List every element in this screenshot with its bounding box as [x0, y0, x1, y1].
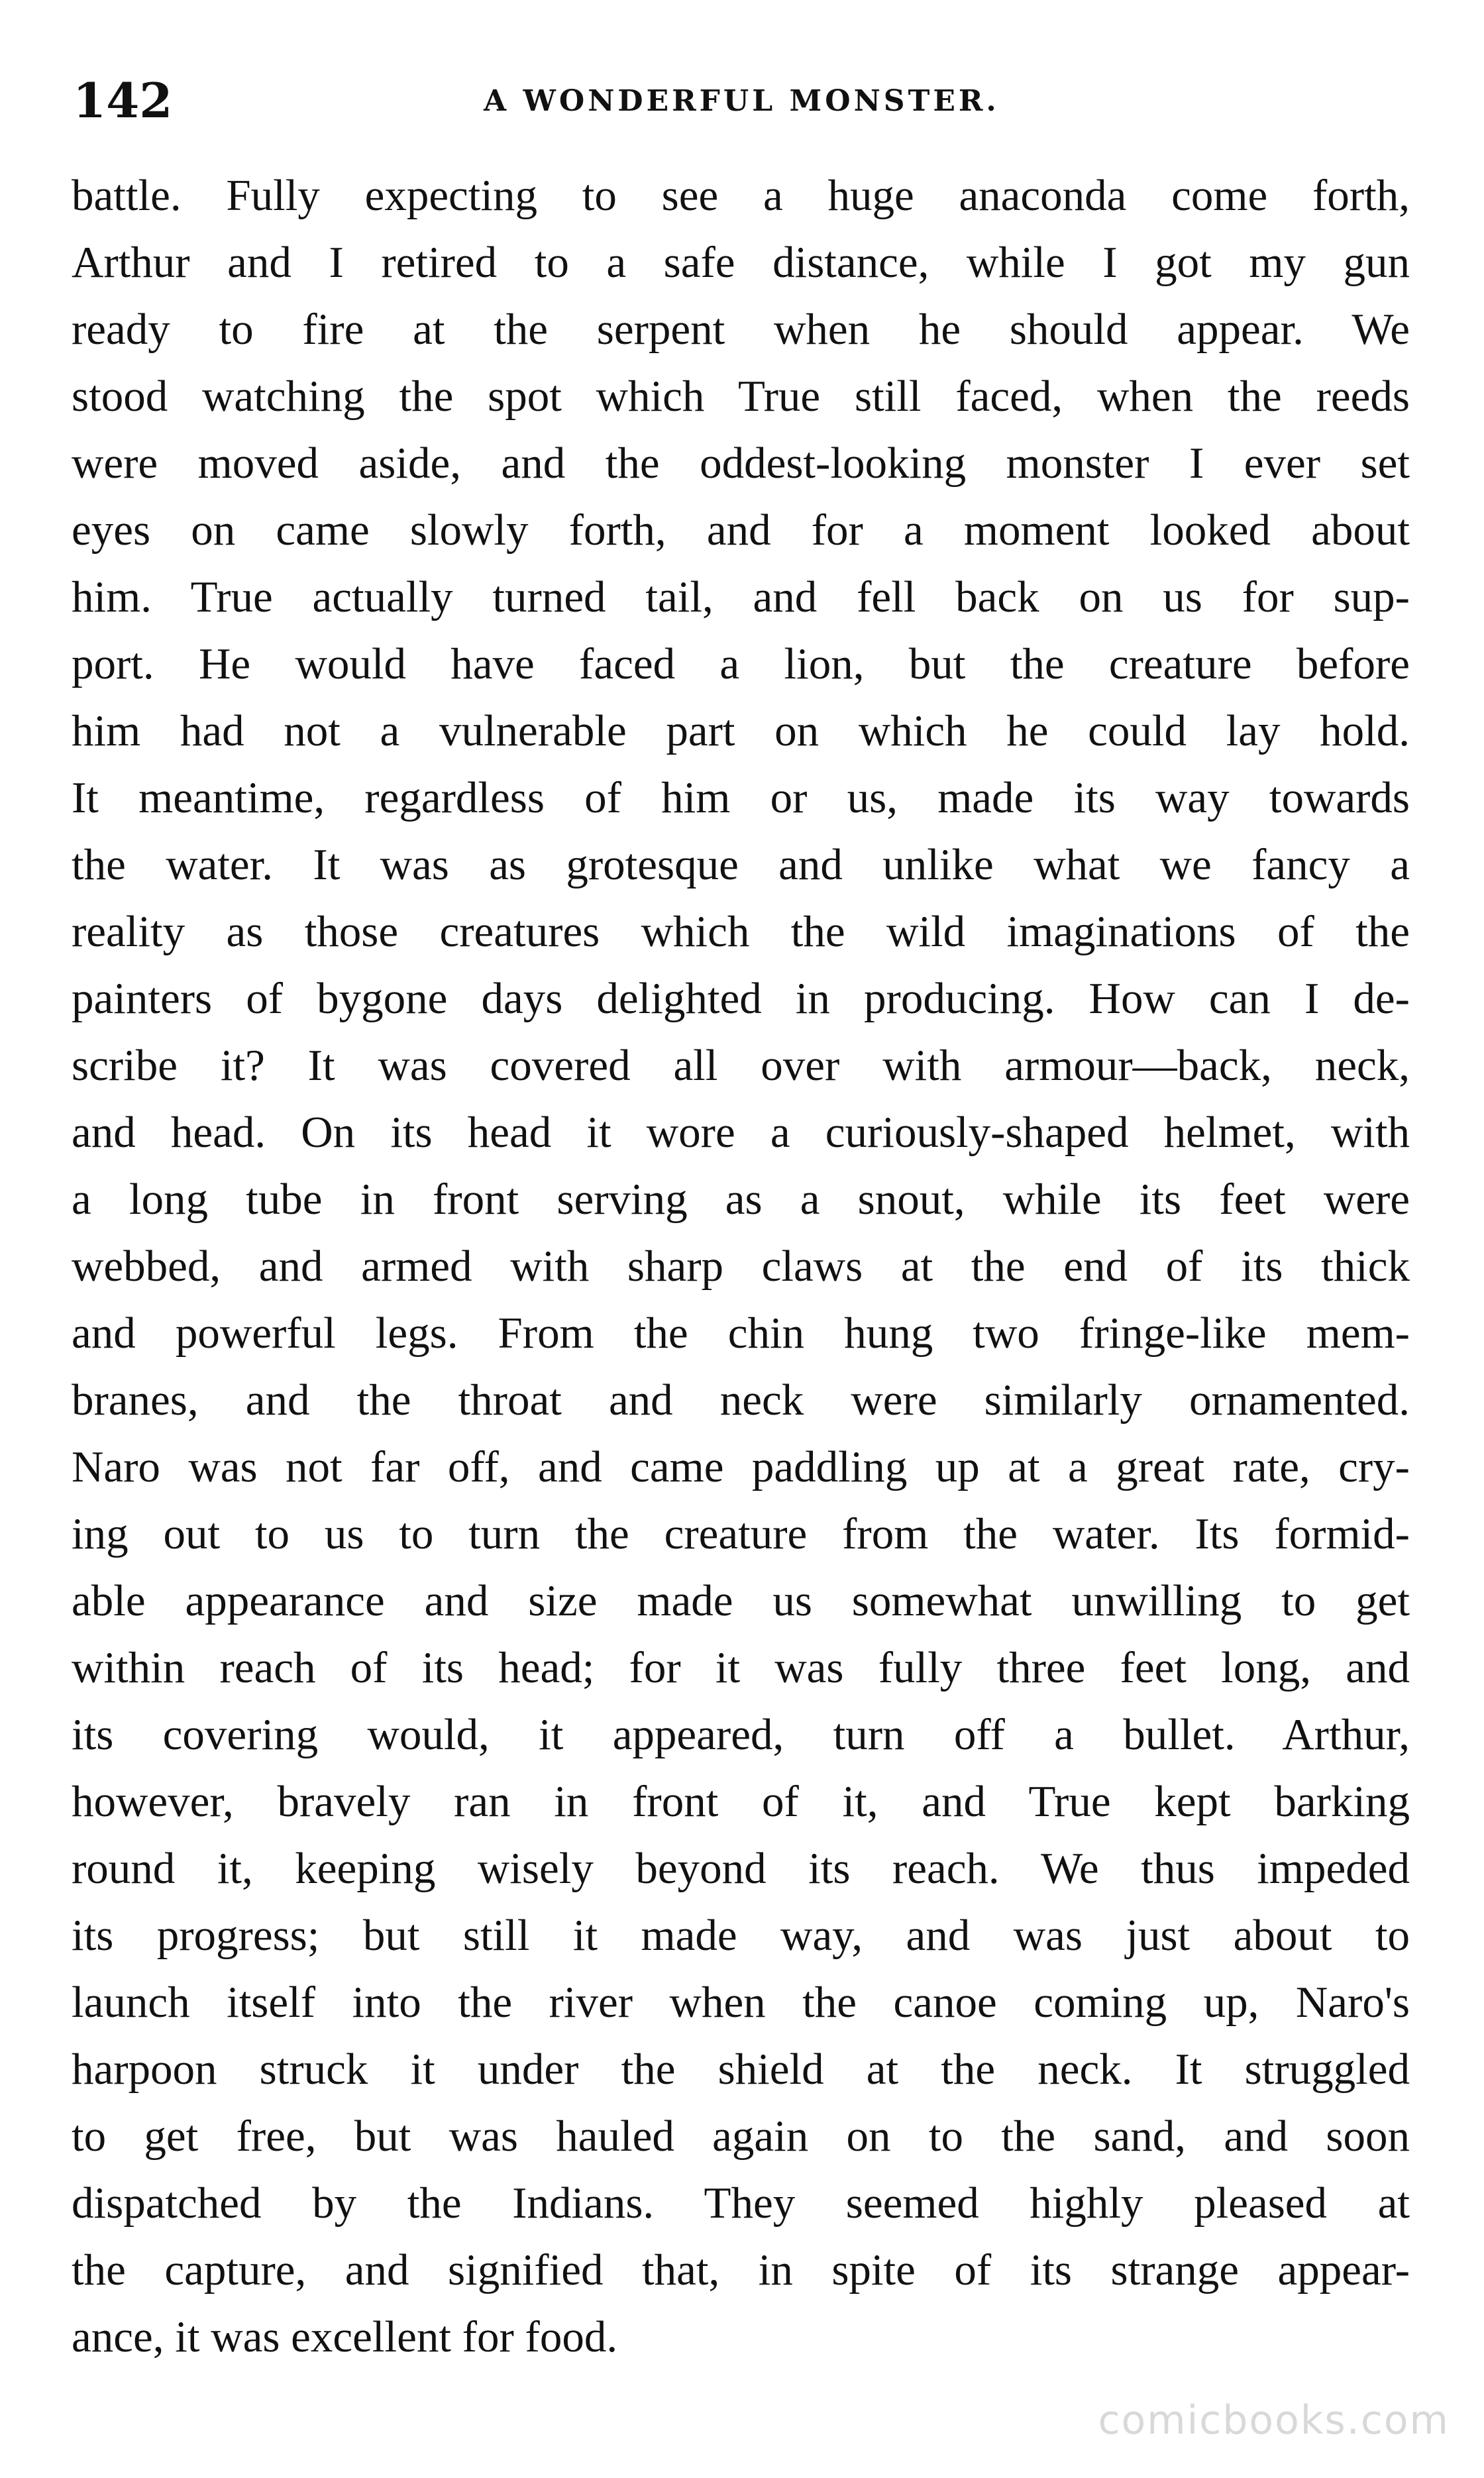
text-line: port. He would have faced a lion, but the creature before	[72, 639, 1410, 688]
text-line-last: ance, it was excellent for food.	[72, 2312, 618, 2361]
text-line: scribe it? It was covered all over with armour—back, neck,	[72, 1041, 1410, 1090]
text-line: Naro was not far off, and came paddling up at a great rate, cry-	[72, 1442, 1410, 1491]
text-line: within reach of its head; for it was fully three feet long, and	[72, 1643, 1410, 1692]
text-line: round it, keeping wisely beyond its reach. We thus impeded	[72, 1844, 1410, 1893]
text-line: ing out to us to turn the creature from the water. Its formid-	[72, 1509, 1410, 1558]
text-line: branes, and the throat and neck were similarly ornamented.	[72, 1375, 1410, 1425]
text-line: Arthur and I retired to a safe distance, while I got my gun	[72, 238, 1410, 287]
text-line: able appearance and size made us somewhat unwilling to get	[72, 1576, 1410, 1625]
text-line: its covering would, it appeared, turn off a bullet. Arthur,	[72, 1710, 1410, 1759]
text-line: the water. It was as grotesque and unlike what we fancy a	[72, 840, 1410, 889]
text-line: dispatched by the Indians. They seemed highly pleased at	[72, 2179, 1410, 2228]
text-line: and head. On its head it wore a curiously-shaped helmet, with	[72, 1108, 1410, 1157]
page-number: 142	[73, 72, 173, 129]
text-line: a long tube in front serving as a snout, while its feet were	[72, 1175, 1410, 1224]
running-head	[73, 74, 1398, 127]
text-line: ready to fire at the serpent when he should appear. We	[72, 305, 1410, 354]
watermark: comicbooks.com	[1098, 2397, 1450, 2444]
text-line: and powerful legs. From the chin hung two fringe-like mem-	[72, 1309, 1410, 1358]
text-line: launch itself into the river when the canoe coming up, Naro's	[72, 1978, 1410, 2027]
text-line: reality as those creatures which the wild imaginations of the	[72, 907, 1410, 956]
text-line: It meantime, regardless of him or us, made its way towards	[72, 773, 1410, 822]
text-line: painters of bygone days delighted in producing. How can I de-	[72, 974, 1410, 1023]
text-line: the capture, and signified that, in spite of its strange appear-	[72, 2245, 1410, 2294]
text-line: its progress; but still it made way, and was just about to	[72, 1911, 1410, 1960]
running-title: A WONDERFUL MONSTER.	[484, 84, 1000, 118]
text-line: him had not a vulnerable part on which he could lay hold.	[72, 706, 1410, 755]
text-line: eyes on came slowly forth, and for a moment looked about	[72, 506, 1410, 555]
text-line: webbed, and armed with sharp claws at the end of its thick	[72, 1242, 1410, 1291]
text-line: harpoon struck it under the shield at the neck. It struggled	[72, 2045, 1410, 2094]
body-text	[72, 162, 1410, 2371]
text-line: battle. Fully expecting to see a huge anaconda come forth,	[72, 171, 1410, 220]
text-line: however, bravely ran in front of it, and True kept barking	[72, 1777, 1410, 1826]
text-line: him. True actually turned tail, and fell back on us for sup-	[72, 572, 1410, 621]
text-line: were moved aside, and the oddest-looking monster I ever set	[72, 439, 1410, 488]
text-line: stood watching the spot which True still faced, when the reeds	[72, 372, 1410, 421]
text-line: to get free, but was hauled again on to the sand, and soon	[72, 2112, 1410, 2161]
